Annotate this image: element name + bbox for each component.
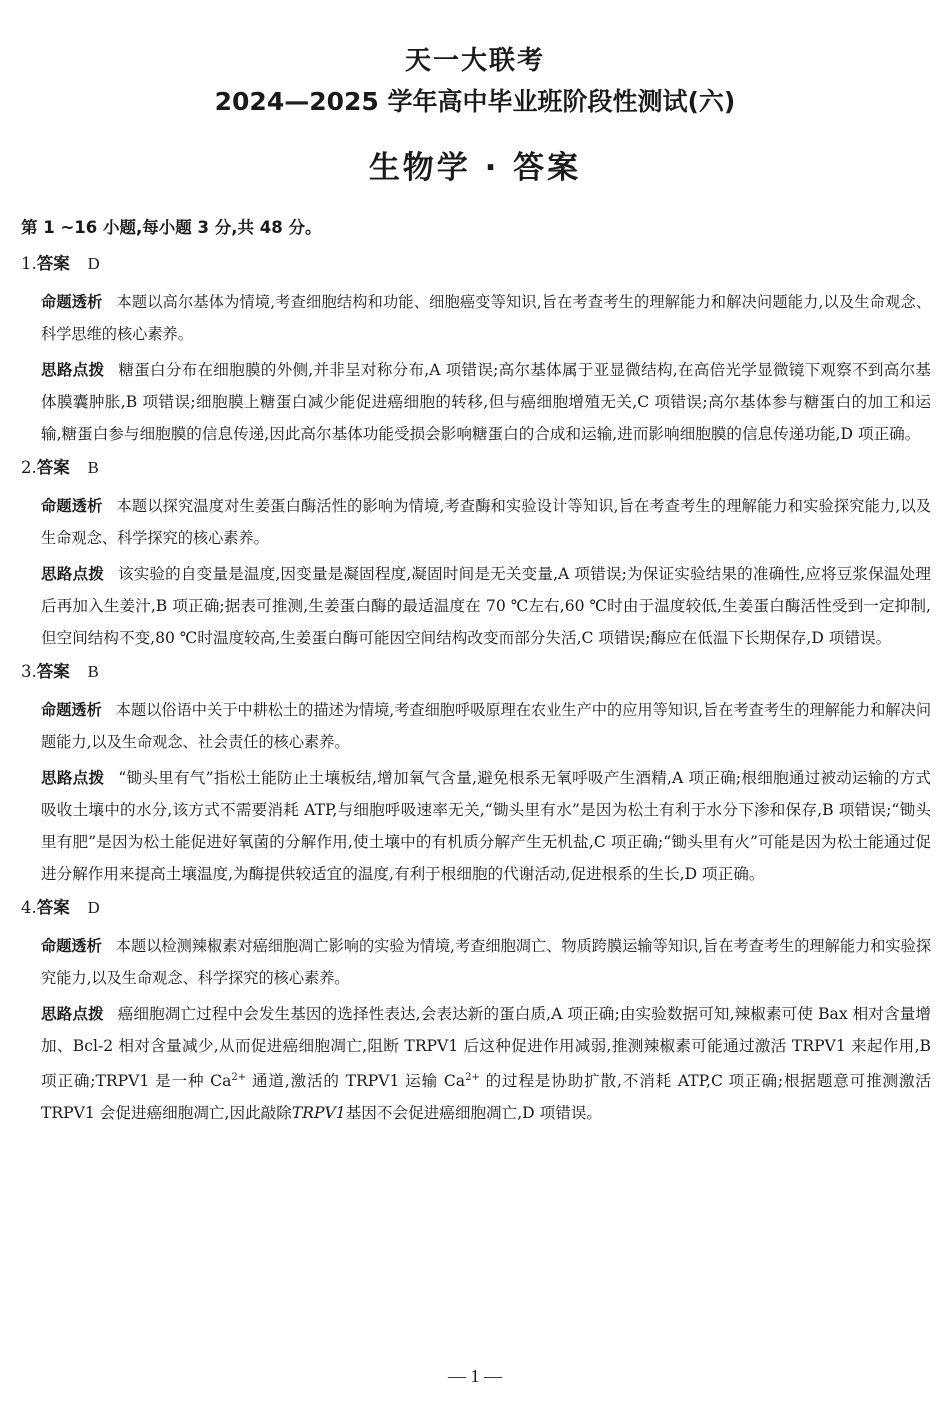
- question-3: [21, 658, 931, 890]
- question-number: 4.: [21, 898, 37, 917]
- analysis-label: 命题透析: [41, 497, 103, 515]
- question-2: [21, 454, 931, 654]
- exam-organizer: 天一大联考: [404, 46, 545, 76]
- analysis-label: 命题透析: [41, 937, 102, 955]
- hint-text-part: 基因不会促进癌细胞凋亡,D 项错误。: [345, 1104, 603, 1123]
- section-intro: 第 1 ~16 小题,每小题 3 分,共 48 分。: [21, 218, 322, 237]
- answer-value: B: [87, 662, 99, 681]
- analysis-text: 本题以高尔基体为情境,考查细胞结构和功能、细胞癌变等知识,旨在考查考生的理解能力和解决问题能力,以及生命观念、科学思维的核心素养。: [41, 293, 932, 343]
- hint-text: “锄头里有气”指松土能防止土壤板结,增加氧气含量,避免根系无氧呼吸产生酒精,A 项正确;根细胞通过被动运输的方式吸收土壤中的水分,该方式不需要消耗 ATP,与细胞呼吸速率无关,“锄头里有水”是因为松土有利于水分下渗和保存,B 项错误;“锄头里有肥”是因为松土能促进好氧菌的分解作用,使土壤中的有机质分解产生无机盐,C 项正确;“锄头里有火”可能是因为松土能通过促进分解作用来提高土壤温度,为酶提供较适宜的温度,有利于根细胞的代谢活动,促进根系的生长,D 项正确。: [41, 769, 931, 883]
- hint-label: 思路点拨: [41, 361, 105, 379]
- answer-line: [21, 894, 931, 922]
- answer-label: 答案: [36, 458, 70, 477]
- analysis-paragraph: [41, 694, 931, 758]
- superscript-charge: 2+: [465, 1072, 480, 1083]
- analysis-paragraph: [41, 286, 931, 350]
- hint-text-part: 通道,激活的 TRPV1 运输 Ca: [246, 1072, 466, 1091]
- hint-text-part: 的过程是协助扩散,不消耗 ATP,C 项正确;根据题意可推测激活 TRPV1 会促进癌细胞凋亡,因此敲除: [41, 1072, 931, 1123]
- analysis-text: 本题以探究温度对生姜蛋白酶活性的影响为情境,考查酶和实验设计等知识,旨在考查考生的理解能力和实验探究能力,以及生命观念、科学探究的核心素养。: [41, 497, 932, 547]
- hint-label: 思路点拨: [41, 769, 105, 787]
- analysis-paragraph: [41, 490, 931, 554]
- hint-text: 糖蛋白分布在细胞膜的外侧,并非呈对称分布,A 项错误;高尔基体属于亚显微结构,在高倍光学显微镜下观察不到高尔基体膜囊肿胀,B 项错误;细胞膜上糖蛋白减少能促进癌细胞的转移,但与癌细胞增殖无关,C 项错误;高尔基体参与糖蛋白的加工和运输,糖蛋白参与细胞膜的信息传递,因此高尔基体功能受损会影响糖蛋白的合成和运输,进而影响细胞膜的信息传递功能,D 项正确。: [41, 361, 931, 443]
- hint-text-part: 癌细胞凋亡过程中会发生基因的选择性表达,会表达新的蛋白质,A 项正确;由实验数据可知,辣椒素可使 Bax 相对含量增加、Bcl-2 相对含量减少,从而促进癌细胞凋亡,阻断 TRPV1 后这种促进作用减弱,推测辣椒素可能通过激活 TRPV1 来起作用,B 项正确;TRPV1 是一种 Ca: [41, 1005, 931, 1091]
- question-number: 3.: [21, 662, 37, 681]
- analysis-paragraph: [41, 930, 931, 994]
- answer-value: D: [87, 254, 100, 273]
- analysis-label: 命题透析: [41, 293, 103, 311]
- question-4: [21, 894, 931, 1129]
- hint-text: 该实验的自变量是温度,因变量是凝固程度,凝固时间是无关变量,A 项错误;为保证实验结果的准确性,应将豆浆保温处理后再加入生姜汁,B 项正确;据表可推测,生姜蛋白酶的最适温度在 70 ℃左右,60 ℃时由于温度较低,生姜蛋白酶活性受到一定抑制,但空间结构不变,80 ℃时温度较高,生姜蛋白酶可能因空间结构改变而部分失活,C 项错误;酶应在低温下长期保存,D 项错误。: [41, 565, 931, 647]
- hint-paragraph: [41, 762, 931, 890]
- question-1: [21, 250, 931, 450]
- analysis-label: 命题透析: [41, 701, 102, 719]
- answer-value: B: [87, 458, 99, 477]
- answer-label: 答案: [36, 662, 70, 681]
- answer-label: 答案: [36, 898, 70, 917]
- gene-name-italic: TRPV1: [291, 1104, 346, 1123]
- page-number: — 1 —: [448, 1366, 502, 1386]
- page-title: 生物学 · 答案: [368, 150, 582, 186]
- answer-label: 答案: [36, 254, 70, 273]
- hint-paragraph: [41, 354, 931, 450]
- answer-line: [21, 250, 931, 278]
- superscript-charge: 2+: [231, 1072, 247, 1083]
- hint-label: 思路点拨: [41, 565, 104, 583]
- analysis-text: 本题以检测辣椒素对癌细胞凋亡影响的实验为情境,考查细胞凋亡、物质跨膜运输等知识,旨在考查考生的理解能力和实验探究能力,以及生命观念、科学探究的核心素养。: [41, 937, 932, 987]
- answer-value: D: [87, 898, 100, 917]
- answer-line: [21, 658, 931, 686]
- question-number: 2.: [21, 458, 37, 477]
- question-number: 1.: [21, 254, 37, 273]
- hint-label: 思路点拨: [41, 1005, 104, 1023]
- question-list: [21, 250, 931, 1133]
- answer-line: [21, 454, 931, 482]
- exam-name: 2024—2025 学年高中毕业班阶段性测试(六): [214, 87, 736, 116]
- analysis-text: 本题以俗语中关于中耕松土的描述为情境,考查细胞呼吸原理在农业生产中的应用等知识,旨在考查考生的理解能力和解决问题能力,以及生命观念、社会责任的核心素养。: [41, 701, 932, 751]
- hint-paragraph: [41, 558, 931, 654]
- hint-paragraph: [41, 998, 931, 1129]
